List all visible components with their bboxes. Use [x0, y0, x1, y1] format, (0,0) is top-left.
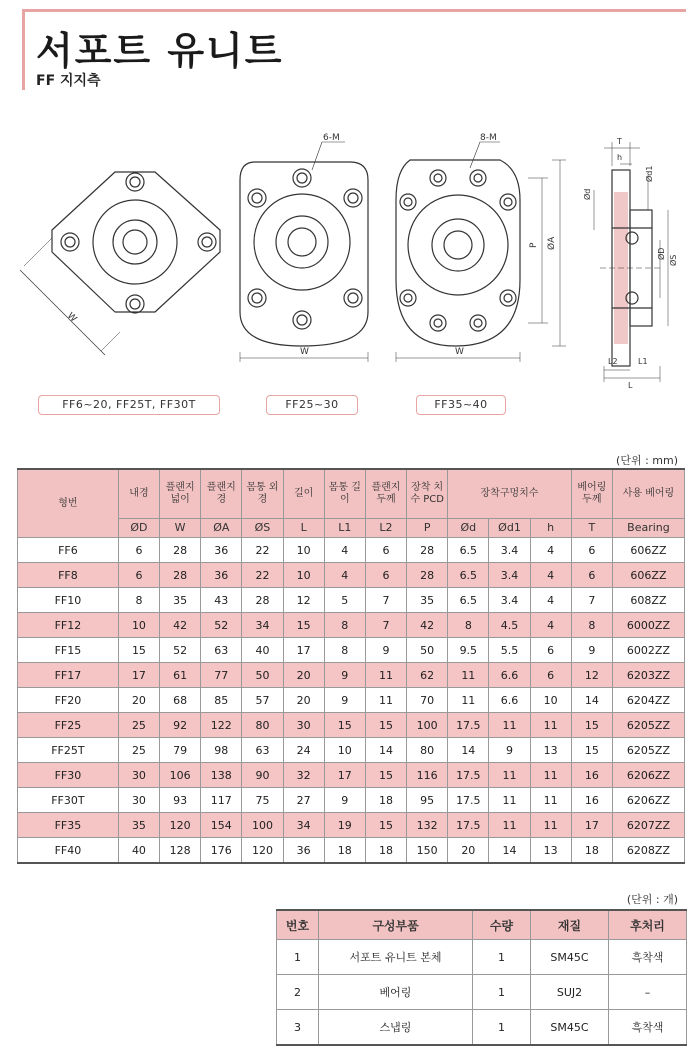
table-cell: 43 — [201, 588, 242, 613]
p-label: P — [529, 242, 539, 248]
table-cell: 4.5 — [489, 613, 530, 638]
table-cell: 17 — [283, 638, 324, 663]
table-cell: 10 — [324, 738, 365, 763]
table-cell: 7 — [365, 588, 406, 613]
model-cell: FF10 — [18, 588, 119, 613]
model-cell: FF25T — [18, 738, 119, 763]
table-cell: 11 — [530, 713, 571, 738]
table-cell: 6 — [571, 538, 612, 563]
table-cell: 608ZZ — [612, 588, 684, 613]
table-cell: 8 — [448, 613, 489, 638]
top-rule — [22, 9, 686, 12]
table-cell: 6 — [118, 538, 159, 563]
table-row — [18, 838, 685, 864]
table-row — [18, 538, 685, 563]
table-cell: 28 — [407, 563, 448, 588]
table-cell: 52 — [201, 613, 242, 638]
table-cell: 6205ZZ — [612, 738, 684, 763]
table-cell: 17.5 — [448, 813, 489, 838]
parts-header: 후처리 — [609, 910, 687, 940]
parts-cell: – — [609, 975, 687, 1010]
table-row — [18, 738, 685, 763]
table-cell: 12 — [283, 588, 324, 613]
header-bearing: 사용 베어링 — [612, 469, 684, 519]
table-cell: 90 — [242, 763, 283, 788]
model-cell: FF30T — [18, 788, 119, 813]
table-cell: 7 — [571, 588, 612, 613]
table-cell: 100 — [407, 713, 448, 738]
table-cell: 15 — [571, 713, 612, 738]
table-cell: 15 — [118, 638, 159, 663]
parts-header: 번호 — [277, 910, 319, 940]
table-cell: 9 — [365, 638, 406, 663]
spec-unit-label: (단위 : mm) — [616, 454, 678, 467]
table-cell: 50 — [242, 663, 283, 688]
table-cell: 8 — [571, 613, 612, 638]
table-cell: 7 — [365, 613, 406, 638]
table-cell: 6206ZZ — [612, 763, 684, 788]
header-symbol: L1 — [324, 519, 365, 538]
parts-cell: SM45C — [531, 940, 609, 975]
caption-ff6-20: FF6~20, FF25T, FF30T — [38, 395, 220, 415]
table-cell: 14 — [448, 738, 489, 763]
table-cell: 35 — [160, 588, 201, 613]
table-cell: 6.5 — [448, 588, 489, 613]
table-cell: 11 — [489, 763, 530, 788]
header-symbol: ØA — [201, 519, 242, 538]
table-cell: 36 — [201, 538, 242, 563]
parts-table — [276, 909, 687, 1046]
table-cell: 176 — [201, 838, 242, 864]
table-cell: 35 — [407, 588, 448, 613]
header-symbol: T — [571, 519, 612, 538]
table-cell: 11 — [489, 813, 530, 838]
table-cell: 4 — [324, 563, 365, 588]
spec-table — [17, 468, 685, 864]
h-label: h — [617, 153, 623, 162]
table-cell: 63 — [242, 738, 283, 763]
table-cell: 11 — [489, 713, 530, 738]
phi-d-label: ØD — [657, 247, 666, 260]
table-cell: 11 — [365, 688, 406, 713]
table-cell: 122 — [201, 713, 242, 738]
table-cell: 3.4 — [489, 538, 530, 563]
table-cell: 79 — [160, 738, 201, 763]
model-cell: FF8 — [18, 563, 119, 588]
t-label: T — [617, 137, 622, 146]
table-cell: 42 — [160, 613, 201, 638]
table-cell: 5 — [324, 588, 365, 613]
header-body-od: 몸통 외경 — [242, 469, 283, 519]
table-cell: 6.5 — [448, 563, 489, 588]
table-cell: 18 — [324, 838, 365, 864]
table-cell: 17 — [324, 763, 365, 788]
table-cell: 93 — [160, 788, 201, 813]
table-cell: 6 — [530, 638, 571, 663]
table-cell: 17.5 — [448, 713, 489, 738]
page-subtitle: FF 지지측 — [36, 73, 101, 89]
parts-header: 구성부품 — [319, 910, 473, 940]
table-cell: 6000ZZ — [612, 613, 684, 638]
table-cell: 98 — [201, 738, 242, 763]
table-cell: 20 — [118, 688, 159, 713]
table-cell: 16 — [571, 788, 612, 813]
table-cell: 128 — [160, 838, 201, 864]
table-cell: 11 — [530, 813, 571, 838]
table-cell: 34 — [242, 613, 283, 638]
table-cell: 4 — [530, 588, 571, 613]
parts-row — [277, 975, 687, 1010]
table-cell: 10 — [118, 613, 159, 638]
table-cell: 9 — [324, 788, 365, 813]
table-cell: 4 — [530, 613, 571, 638]
header-symbol: h — [530, 519, 571, 538]
header-symbol: L — [283, 519, 324, 538]
table-cell: 11 — [448, 663, 489, 688]
page-title: 서포트 유니트 — [36, 29, 284, 73]
table-cell: 17.5 — [448, 763, 489, 788]
parts-cell: SM45C — [531, 1010, 609, 1046]
table-cell: 15 — [365, 813, 406, 838]
table-cell: 22 — [242, 563, 283, 588]
table-cell: 80 — [242, 713, 283, 738]
w-label-3: W — [455, 347, 464, 357]
caption-ff25-30: FF25~30 — [266, 395, 358, 415]
header-symbol: L2 — [365, 519, 406, 538]
table-cell: 6002ZZ — [612, 638, 684, 663]
six-m-label: 6-M — [323, 133, 340, 143]
table-cell: 42 — [407, 613, 448, 638]
table-cell: 6 — [530, 663, 571, 688]
table-cell: 116 — [407, 763, 448, 788]
table-cell: 30 — [118, 763, 159, 788]
table-cell: 18 — [365, 838, 406, 864]
eight-m-label: 8-M — [480, 133, 497, 143]
table-cell: 9 — [571, 638, 612, 663]
parts-cell: 베어링 — [319, 975, 473, 1010]
table-cell: 120 — [242, 838, 283, 864]
table-cell: 20 — [283, 688, 324, 713]
title-accent-bar — [22, 12, 25, 90]
table-row — [18, 588, 685, 613]
table-cell: 4 — [324, 538, 365, 563]
table-cell: 12 — [571, 663, 612, 688]
model-cell: FF40 — [18, 838, 119, 864]
parts-cell: 1 — [473, 940, 531, 975]
table-cell: 6 — [118, 563, 159, 588]
header-hole: 장착구멍치수 — [448, 469, 572, 519]
l2-label: L2 — [608, 357, 618, 366]
table-cell: 19 — [324, 813, 365, 838]
table-cell: 15 — [365, 713, 406, 738]
header-symbol: ØS — [242, 519, 283, 538]
phi-a-label: ØA — [547, 236, 557, 250]
table-cell: 15 — [324, 713, 365, 738]
table-cell: 11 — [489, 788, 530, 813]
model-cell: FF15 — [18, 638, 119, 663]
table-cell: 8 — [118, 588, 159, 613]
l-label: L — [628, 381, 633, 390]
table-cell: 120 — [160, 813, 201, 838]
table-cell: 85 — [201, 688, 242, 713]
table-cell: 77 — [201, 663, 242, 688]
table-cell: 8 — [324, 613, 365, 638]
parts-cell: 1 — [277, 940, 319, 975]
model-cell: FF17 — [18, 663, 119, 688]
parts-row — [277, 940, 687, 975]
table-row — [18, 788, 685, 813]
table-row — [18, 613, 685, 638]
table-cell: 8 — [324, 638, 365, 663]
drawing-side-section — [594, 142, 668, 382]
drawing-ff35-40 — [396, 142, 566, 362]
table-cell: 13 — [530, 738, 571, 763]
parts-header: 수량 — [473, 910, 531, 940]
table-cell: 6204ZZ — [612, 688, 684, 713]
table-cell: 11 — [530, 788, 571, 813]
header-symbol: P — [407, 519, 448, 538]
table-cell: 14 — [365, 738, 406, 763]
table-cell: 9 — [324, 688, 365, 713]
table-cell: 10 — [283, 563, 324, 588]
table-cell: 20 — [448, 838, 489, 864]
parts-unit-label: (단위 : 개) — [626, 893, 678, 906]
table-cell: 100 — [242, 813, 283, 838]
header-bearing-t: 베어링 두께 — [571, 469, 612, 519]
table-cell: 28 — [160, 563, 201, 588]
w-label-1: W — [64, 311, 79, 325]
parts-cell: SUJ2 — [531, 975, 609, 1010]
table-cell: 117 — [201, 788, 242, 813]
caption-ff35-40: FF35~40 — [416, 395, 506, 415]
table-cell: 4 — [530, 538, 571, 563]
table-cell: 6.6 — [489, 688, 530, 713]
table-cell: 52 — [160, 638, 201, 663]
model-cell: FF25 — [18, 713, 119, 738]
table-cell: 138 — [201, 763, 242, 788]
table-cell: 24 — [283, 738, 324, 763]
table-cell: 3.4 — [489, 563, 530, 588]
table-row — [18, 713, 685, 738]
parts-header: 재질 — [531, 910, 609, 940]
l1-label: L1 — [638, 357, 648, 366]
table-cell: 75 — [242, 788, 283, 813]
parts-cell: 스냅링 — [319, 1010, 473, 1046]
parts-cell: 1 — [473, 975, 531, 1010]
table-cell: 14 — [489, 838, 530, 864]
header-symbol: Ød1 — [489, 519, 530, 538]
table-row — [18, 638, 685, 663]
table-cell: 17 — [571, 813, 612, 838]
table-cell: 15 — [571, 738, 612, 763]
table-cell: 4 — [530, 563, 571, 588]
w-label-2: W — [300, 347, 309, 357]
table-cell: 68 — [160, 688, 201, 713]
header-length: 길이 — [283, 469, 324, 519]
table-cell: 606ZZ — [612, 563, 684, 588]
table-row — [18, 663, 685, 688]
table-cell: 14 — [571, 688, 612, 713]
table-cell: 3.4 — [489, 588, 530, 613]
table-cell: 6 — [365, 563, 406, 588]
header-flange-t: 플랜지 두께 — [365, 469, 406, 519]
header-flange-w: 플랜지 넓이 — [160, 469, 201, 519]
table-cell: 6205ZZ — [612, 713, 684, 738]
table-cell: 35 — [118, 813, 159, 838]
table-cell: 13 — [530, 838, 571, 864]
table-cell: 28 — [407, 538, 448, 563]
table-cell: 28 — [242, 588, 283, 613]
table-cell: 40 — [242, 638, 283, 663]
table-cell: 150 — [407, 838, 448, 864]
header-symbol: W — [160, 519, 201, 538]
header-body-len: 몸통 길이 — [324, 469, 365, 519]
table-cell: 9.5 — [448, 638, 489, 663]
header-pcd: 장착 치수 PCD — [407, 469, 448, 519]
table-cell: 6 — [571, 563, 612, 588]
model-cell: FF12 — [18, 613, 119, 638]
table-cell: 6 — [365, 538, 406, 563]
table-cell: 32 — [283, 763, 324, 788]
parts-cell: 1 — [473, 1010, 531, 1046]
table-cell: 57 — [242, 688, 283, 713]
table-row — [18, 563, 685, 588]
table-cell: 22 — [242, 538, 283, 563]
table-cell: 6203ZZ — [612, 663, 684, 688]
parts-cell: 흑착색 — [609, 940, 687, 975]
header-symbol: Bearing — [612, 519, 684, 538]
model-cell: FF6 — [18, 538, 119, 563]
table-cell: 10 — [283, 538, 324, 563]
parts-cell: 3 — [277, 1010, 319, 1046]
table-row — [18, 813, 685, 838]
table-cell: 18 — [571, 838, 612, 864]
phi-s-label: ØS — [669, 254, 678, 266]
parts-cell: 서포트 유니트 본체 — [319, 940, 473, 975]
parts-cell: 흑착색 — [609, 1010, 687, 1046]
technical-drawings — [0, 120, 700, 420]
table-cell: 606ZZ — [612, 538, 684, 563]
table-cell: 62 — [407, 663, 448, 688]
table-cell: 9 — [324, 663, 365, 688]
table-cell: 40 — [118, 838, 159, 864]
table-cell: 27 — [283, 788, 324, 813]
table-row — [18, 688, 685, 713]
phi-d1-label: Ød1 — [645, 165, 654, 182]
table-cell: 6207ZZ — [612, 813, 684, 838]
model-cell: FF30 — [18, 763, 119, 788]
table-cell: 6208ZZ — [612, 838, 684, 864]
header-inner: 내경 — [118, 469, 159, 519]
table-cell: 36 — [283, 838, 324, 864]
table-cell: 20 — [283, 663, 324, 688]
model-cell: FF35 — [18, 813, 119, 838]
table-cell: 5.5 — [489, 638, 530, 663]
table-cell: 11 — [530, 763, 571, 788]
drawing-ff25-30 — [240, 142, 368, 362]
table-cell: 106 — [160, 763, 201, 788]
table-cell: 50 — [407, 638, 448, 663]
table-cell: 6.5 — [448, 538, 489, 563]
header-model: 형번 — [18, 469, 119, 538]
table-cell: 132 — [407, 813, 448, 838]
table-cell: 30 — [283, 713, 324, 738]
drawing-ff6-20 — [20, 172, 220, 355]
table-cell: 11 — [448, 688, 489, 713]
table-cell: 34 — [283, 813, 324, 838]
table-cell: 25 — [118, 738, 159, 763]
table-cell: 11 — [365, 663, 406, 688]
table-cell: 80 — [407, 738, 448, 763]
table-cell: 17.5 — [448, 788, 489, 813]
phi-d-small-label: Ød — [583, 188, 592, 200]
table-cell: 18 — [365, 788, 406, 813]
header-symbol: Ød — [448, 519, 489, 538]
parts-cell: 2 — [277, 975, 319, 1010]
table-row — [18, 763, 685, 788]
table-cell: 25 — [118, 713, 159, 738]
parts-row — [277, 1010, 687, 1046]
table-cell: 28 — [160, 538, 201, 563]
table-cell: 6206ZZ — [612, 788, 684, 813]
table-cell: 92 — [160, 713, 201, 738]
table-cell: 9 — [489, 738, 530, 763]
table-cell: 36 — [201, 563, 242, 588]
table-cell: 17 — [118, 663, 159, 688]
table-cell: 70 — [407, 688, 448, 713]
table-cell: 15 — [365, 763, 406, 788]
table-cell: 10 — [530, 688, 571, 713]
table-cell: 95 — [407, 788, 448, 813]
header-flange-d: 플랜지 경 — [201, 469, 242, 519]
table-cell: 61 — [160, 663, 201, 688]
table-cell: 63 — [201, 638, 242, 663]
table-cell: 16 — [571, 763, 612, 788]
table-cell: 6.6 — [489, 663, 530, 688]
table-cell: 30 — [118, 788, 159, 813]
model-cell: FF20 — [18, 688, 119, 713]
table-cell: 15 — [283, 613, 324, 638]
header-symbol: ØD — [118, 519, 159, 538]
table-cell: 154 — [201, 813, 242, 838]
